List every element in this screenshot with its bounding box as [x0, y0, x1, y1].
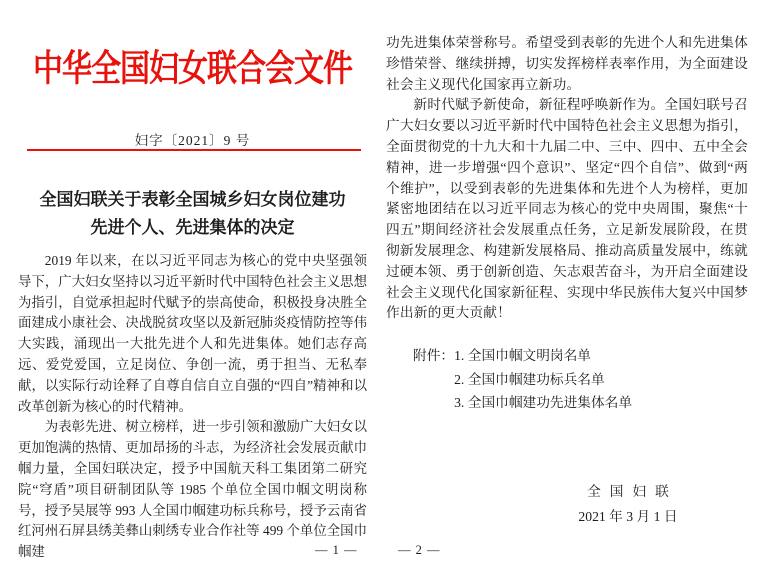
attachments-label: 附件：: [413, 348, 455, 363]
header-divider-line: [27, 149, 361, 151]
page-2-body: [386, 33, 748, 324]
issue-date: 2021 年 3 月 1 日: [578, 509, 678, 524]
signature-block: [538, 480, 718, 529]
issuing-org-title: 中华全国妇女联合会文件: [33, 48, 352, 90]
page-number-2: — 2 —: [398, 543, 441, 557]
document-title-line2: 先进个人、先进集体的决定: [90, 218, 295, 237]
attachment-item-2: 2. 全国巾帼建功标兵名单: [454, 371, 605, 387]
page-number-1: — 1 —: [315, 543, 358, 557]
paragraph: 2019 年以来，在以习近平同志为核心的党中央坚强领导下，广大妇女坚持以习近平新时代中国特色社会主义思想为指引，自觉承担起时代赋予的崇高使命，积极投身决胜全面建成小康社会、决战脱贫攻坚以及新冠肺炎疫情防控等伟大实践，涌现出一大批先进个人和先进集体。她们志存高远、爱党爱国，立足岗位、争创一流，勇于担当、无私奉献，以实际行动诠释了自尊自信自立自强的“四自”精神和以改革创新为核心的时代精神。: [18, 253, 367, 414]
attachment-item-1: 1. 全国巾帼文明岗名单: [454, 348, 591, 363]
document-title-line1: 全国妇联关于表彰全国城乡妇女岗位建功: [39, 190, 346, 209]
page-2: [386, 0, 748, 577]
document-number: 妇字〔2021〕9 号: [134, 133, 251, 148]
paragraph: 为表彰先进、树立榜样，进一步引领和激励广大妇女以更加饱满的热情、更加昂扬的斗志，为经济社会发展贡献巾帼力量，全国妇联决定，授予中国航天科工集团第二研究院“穹盾”项目研制团队等 1985 个单位全国巾帼文明岗称号，授予吴展等 993 人全国巾帼建功标兵称号，授予云南省红河州石屏县绣美彝山刺绣专业合作社等 499 个单位全国巾帼建: [18, 419, 367, 560]
issuing-organization: 全国妇联: [587, 484, 678, 499]
attachments-list: [413, 344, 632, 415]
paragraph-continuation: 功先进集体荣誉称号。希望受到表彰的先进个人和先进集体珍惜荣誉、继续拼搏，切实发挥榜样表率作用，为全面建设社会主义现代化国家再立新功。: [386, 35, 748, 92]
page-1-body: [18, 251, 367, 563]
page-1: [18, 0, 367, 577]
attachments-items: [454, 344, 632, 415]
document-title: [18, 186, 367, 242]
paragraph: 新时代赋予新使命，新征程呼唤新作为。全国妇联号召广大妇女要以习近平新时代中国特色社会主义思想为指引，全面贯彻党的十九大和十九届二中、三中、四中、五中全会精神，进一步增强“四个意识”、坚定“四个自信”、做到“两个维护”，以受到表彰的先进集体和先进个人为榜样，更加紧密地团结在以习近平同志为核心的党中央周围，聚焦“十四五”期间经济社会发展重点任务，立足新发展阶段，在贯彻新发展理念、构建新发展格局、推动高质量发展中，练就过硬本领、勇于创新创造、矢志艰苦奋斗，为开启全面建设社会主义现代化国家新征程、实现中华民族伟大复兴中国梦作出新的更大贡献！: [386, 97, 748, 321]
attachment-item-3: 3. 全国巾帼建功先进集体名单: [454, 395, 633, 410]
